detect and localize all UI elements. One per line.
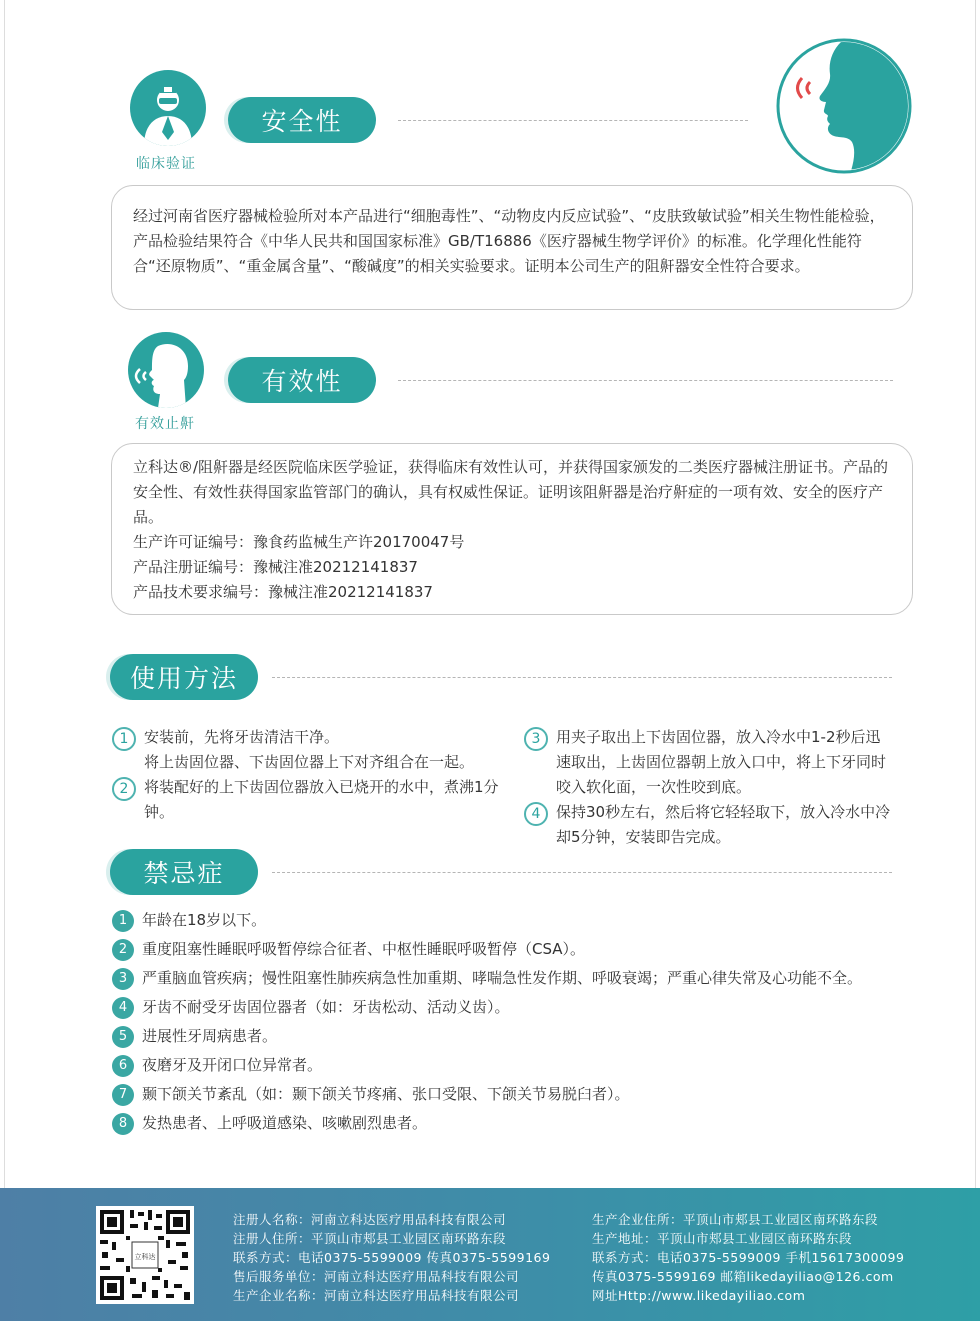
contraindications-list — [112, 906, 912, 1138]
item-number: 2 — [112, 939, 134, 961]
usage-left-column — [112, 725, 512, 825]
item-text: 重度阻塞性睡眠呼吸暂停综合征者、中枢性睡眠呼吸暂停（CSA）。 — [142, 940, 586, 958]
item-text: 进展性牙周病患者。 — [142, 1027, 278, 1045]
item-text: 牙齿不耐受牙齿固位器者（如：牙齿松动、活动义齿）。 — [142, 998, 510, 1016]
qr-logo-text: 立科达 — [134, 1253, 156, 1261]
doctor-icon — [130, 70, 206, 146]
safety-paragraph: 经过河南省医疗器械检验所对本产品进行“细胞毒性”、“动物皮内反应试验”、“皮肤致敏试验”相关生物性能检验，产品检验结果符合《中华人民共和国国家标准》GB/T16886《医疗器械生物学评价》的标准。化学理化性能符合“还原物质”、“重金属含量”、“酸碱度”的相关实验要求。证明本公司生产的阻鼾器安全性符合要求。 — [133, 207, 885, 275]
usage-step-2 — [112, 775, 512, 825]
step-text: 将上齿固位器、下齿固位器上下对齐组合在一起。 — [144, 753, 475, 771]
footer-line: 传真0375-5599169 邮箱likedayiliao@126.com — [592, 1269, 894, 1284]
face-profile-illustration — [776, 38, 912, 174]
usage-step-4 — [524, 800, 904, 850]
footer-line: 售后服务单位：河南立科达医疗用品科技有限公司 — [233, 1269, 520, 1284]
usage-divider — [272, 677, 892, 678]
qr-code-icon[interactable] — [96, 1206, 194, 1304]
list-item — [112, 964, 912, 993]
footer-line: 联系方式：电话0375-5599009 传真0375-5599169 — [233, 1250, 551, 1265]
clinical-caption: 临床验证 — [136, 156, 196, 172]
contra-divider — [272, 872, 892, 873]
license-number: 生产许可证编号：豫食药监械生产许20170047号 — [133, 533, 465, 551]
list-item — [112, 993, 912, 1022]
step-number: 4 — [524, 802, 548, 826]
efficacy-title: 有效性 — [228, 357, 376, 403]
efficacy-paragraph: 立科达®/阻鼾器是经医院临床医学验证，获得临床有效性认可，并获得国家颁发的二类医疗器械注册证书。产品的安全性、有效性获得国家监管部门的确认，具有权威性保证。证明该阻鼾器是治疗鼾症的一项有效、安全的医疗产品。 — [133, 458, 889, 526]
footer-right-info — [592, 1210, 904, 1305]
safety-divider — [398, 120, 748, 121]
list-item — [112, 935, 912, 964]
contraindications-title: 禁忌症 — [110, 849, 258, 895]
step-text: 保持30秒左右，然后将它轻轻取下，放入冷水中冷却5分钟，安装即告完成。 — [556, 803, 891, 846]
step-number: 1 — [112, 727, 136, 751]
efficacy-divider — [398, 380, 893, 381]
footer-line: 生产企业名称：河南立科达医疗用品科技有限公司 — [233, 1288, 520, 1303]
item-number: 8 — [112, 1113, 134, 1135]
usage-step-3 — [524, 725, 904, 800]
item-number: 6 — [112, 1055, 134, 1077]
footer-line: 联系方式：电话0375-5599009 手机15617300099 — [592, 1250, 905, 1265]
snore-face-icon — [128, 332, 204, 408]
step-text: 将装配好的上下齿固位器放入已烧开的水中，煮沸1分钟。 — [144, 778, 499, 821]
list-item — [112, 906, 912, 935]
footer-line: 生产地址：平顶山市郏县工业园区南环路东段 — [592, 1231, 853, 1246]
efficacy-box — [111, 443, 913, 615]
item-number: 5 — [112, 1026, 134, 1048]
tech-requirement-number: 产品技术要求编号：豫械注准20212141837 — [133, 583, 433, 601]
step-text: 安装前，先将牙齿清洁干净。 — [144, 728, 340, 746]
item-number: 1 — [112, 910, 134, 932]
list-item — [112, 1051, 912, 1080]
item-text: 发热患者、上呼吸道感染、咳嗽剧烈患者。 — [142, 1114, 428, 1132]
item-number: 7 — [112, 1084, 134, 1106]
step-text: 用夹子取出上下齿固位器，放入冷水中1-2秒后迅速取出，上齿固位器朝上放入口中，将上下牙同时咬入软化面，一次性咬到底。 — [556, 728, 887, 796]
list-item — [112, 1109, 912, 1138]
footer-line: 注册人住所：平顶山市郏县工业园区南环路东段 — [233, 1231, 507, 1246]
safety-box — [111, 185, 913, 310]
footer-line: 生产企业住所：平顶山市郏县工业园区南环路东段 — [592, 1212, 879, 1227]
item-text: 年龄在18岁以下。 — [142, 911, 267, 929]
usage-right-column — [524, 725, 904, 850]
item-text: 严重脑血管疾病；慢性阻塞性肺疾病急性加重期、哮喘急性发作期、呼吸衰竭；严重心律失常及心功能不全。 — [142, 969, 863, 987]
item-text: 颞下颌关节紊乱（如：颞下颌关节疼痛、张口受限、下颌关节易脱臼者）。 — [142, 1085, 630, 1103]
list-item — [112, 1022, 912, 1051]
footer-left-info — [233, 1210, 550, 1305]
registration-number: 产品注册证编号：豫械注准20212141837 — [133, 558, 418, 576]
footer — [0, 1188, 980, 1321]
item-number: 3 — [112, 968, 134, 990]
item-text: 夜磨牙及开闭口位异常者。 — [142, 1056, 323, 1074]
step-number: 3 — [524, 727, 548, 751]
usage-title: 使用方法 — [110, 654, 258, 700]
website-link[interactable]: 网址Http://www.likedayiliao.com — [592, 1288, 806, 1303]
usage-step-1 — [112, 725, 512, 775]
step-number: 2 — [112, 777, 136, 801]
snore-caption: 有效止鼾 — [135, 416, 195, 432]
list-item — [112, 1080, 912, 1109]
safety-title: 安全性 — [228, 97, 376, 143]
item-number: 4 — [112, 997, 134, 1019]
footer-line: 注册人名称：河南立科达医疗用品科技有限公司 — [233, 1212, 507, 1227]
